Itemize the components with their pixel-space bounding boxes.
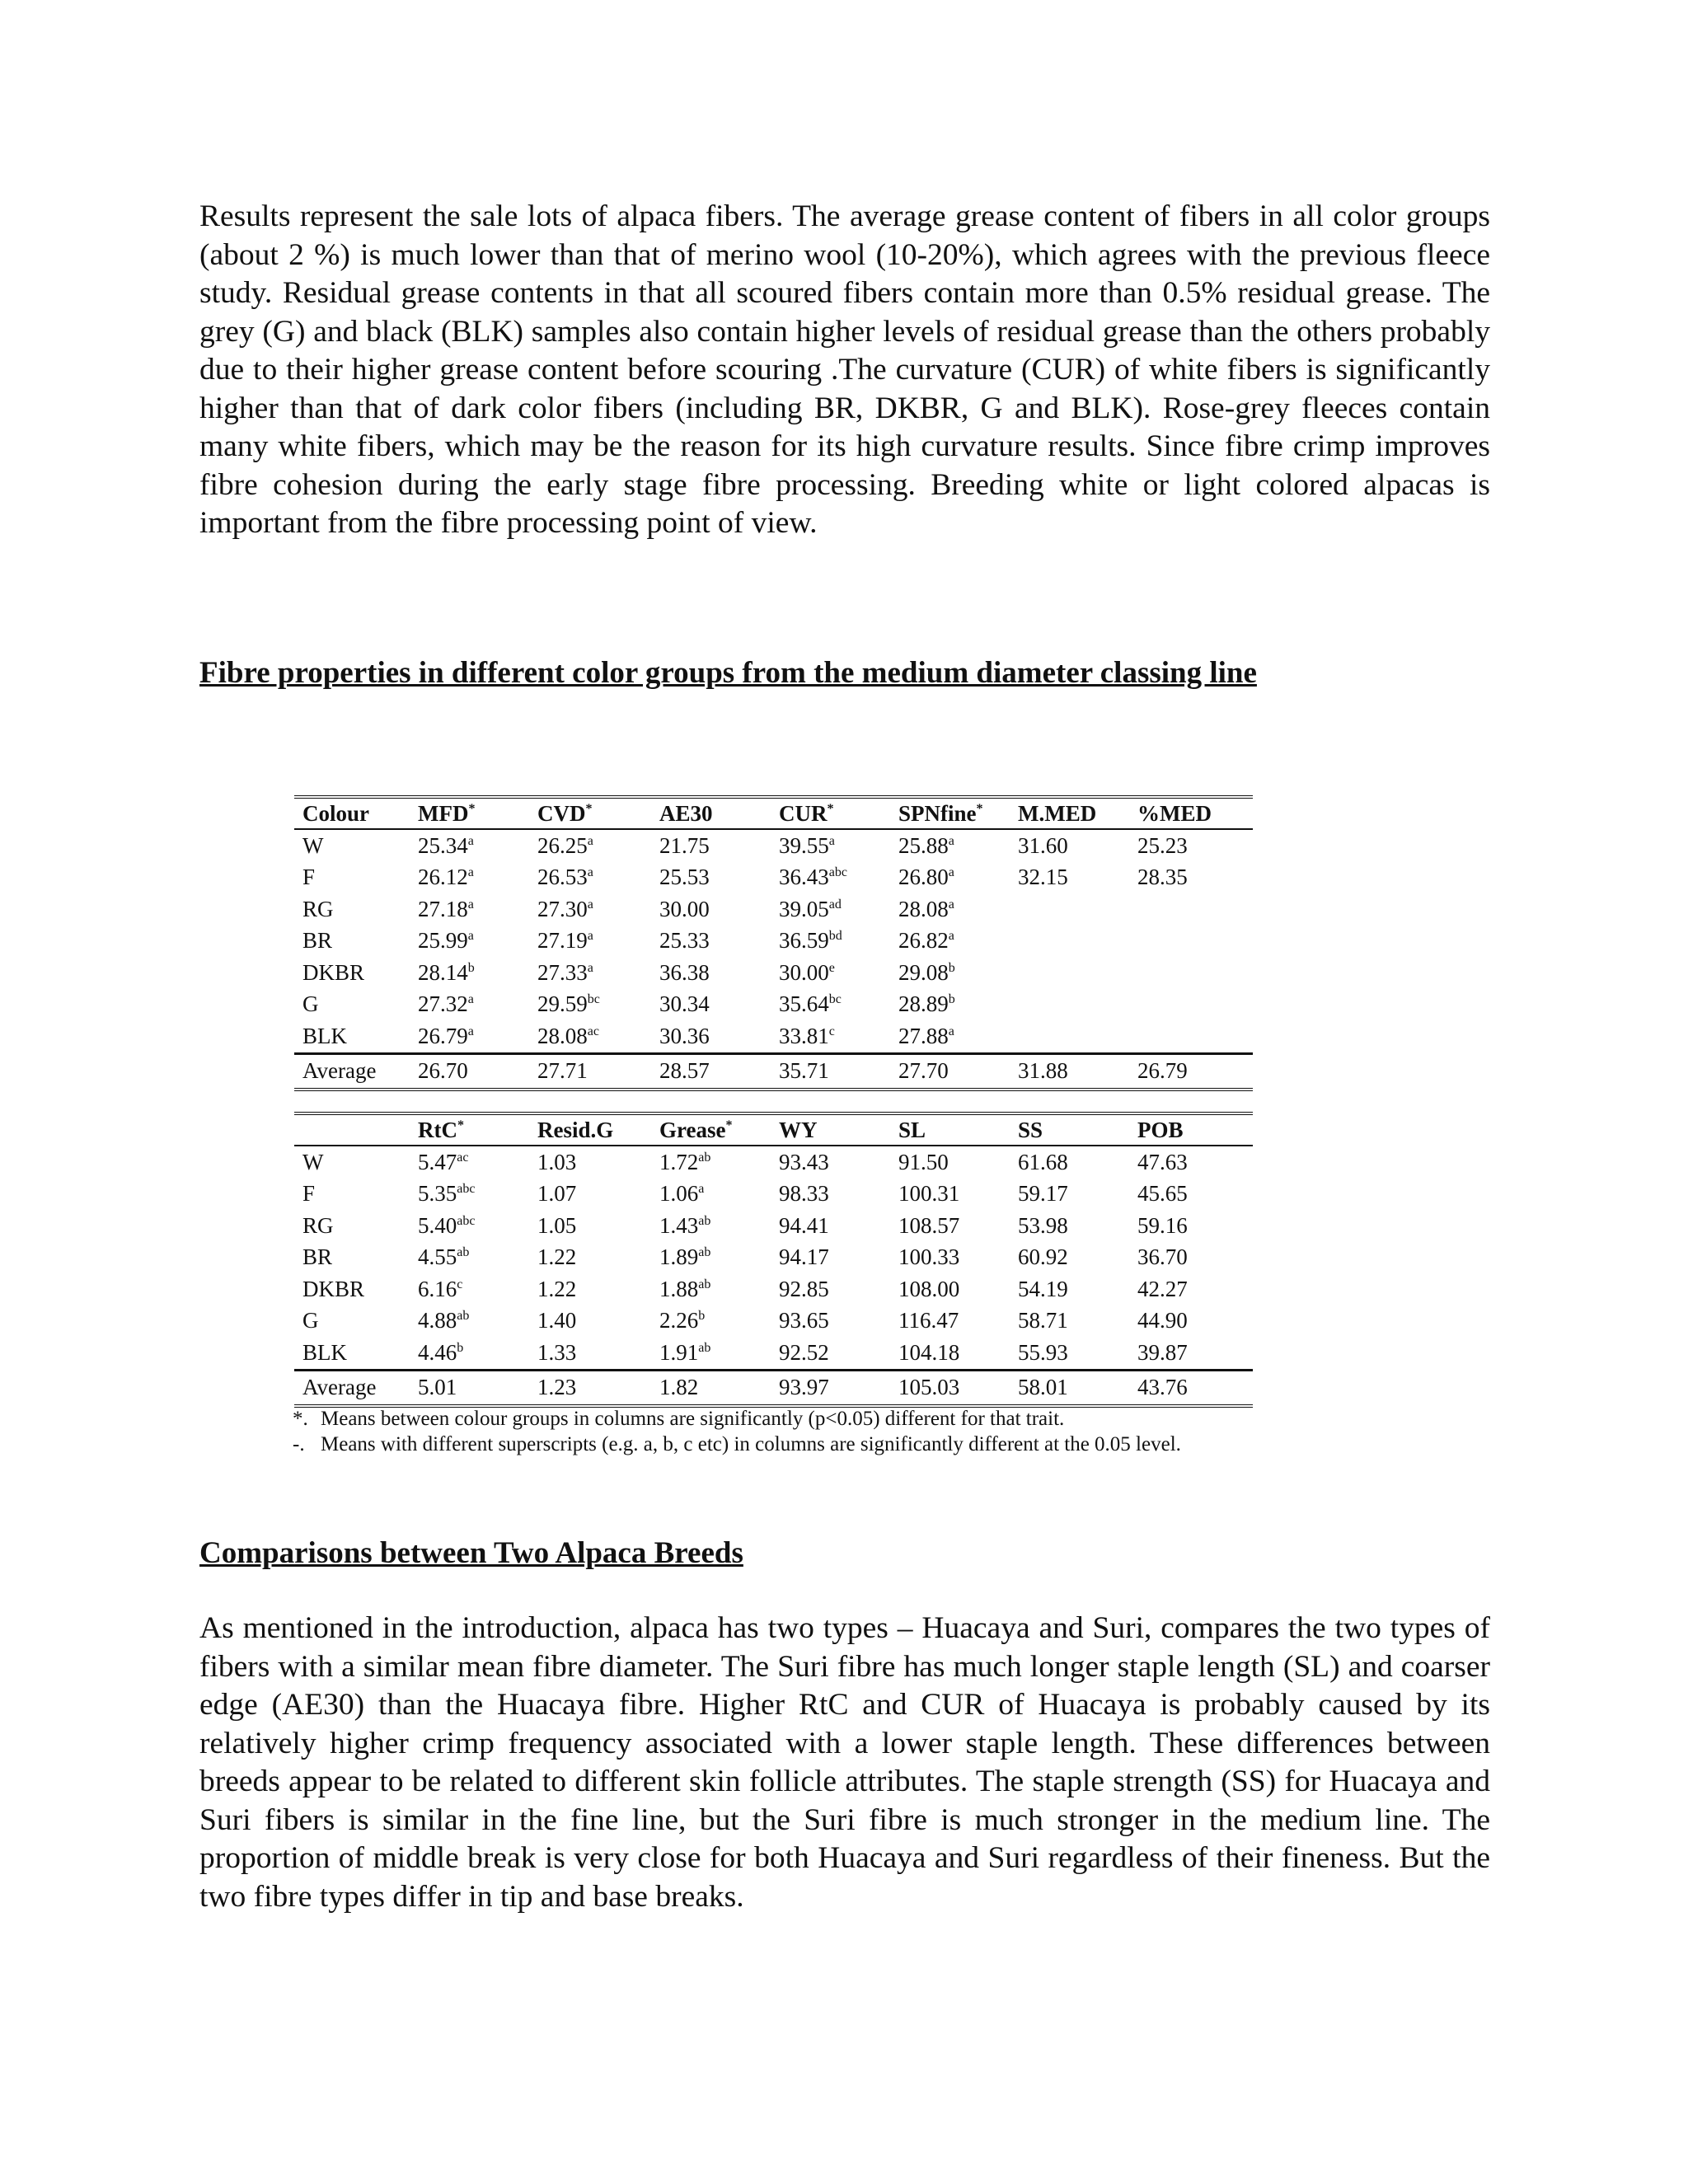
table-cell: 39.87 [1137, 1339, 1188, 1365]
average-cell: 28.57 [651, 1053, 771, 1090]
table-cell: 93.65 [779, 1308, 829, 1333]
table-cell [1129, 957, 1253, 989]
column-header: RtC* [410, 1113, 529, 1146]
table-cell: 27.88$^a$ [898, 1023, 954, 1048]
average-cell: 26.70 [410, 1053, 529, 1090]
table-cell: 27.18$^a$ [418, 896, 474, 921]
table-cell: 58.71 [1018, 1308, 1068, 1333]
average-cell: 5.01 [410, 1370, 529, 1406]
table-row [294, 893, 1253, 926]
table-row [294, 1146, 1253, 1179]
table-cell: 1.22 [537, 1244, 577, 1270]
table-cell: 45.65 [1137, 1181, 1188, 1207]
column-header: SPNfine* [890, 797, 1010, 829]
table-cell: 36.59$^{bd}$ [779, 928, 842, 954]
table-cell: 33.81$^c$ [779, 1023, 835, 1048]
average-label: Average [294, 1370, 410, 1406]
table-cell: 28.35 [1137, 865, 1188, 890]
row-label: BLK [302, 1023, 347, 1048]
table-cell: 1.88$^{ab}$ [659, 1276, 711, 1301]
average-cell: 27.70 [890, 1053, 1010, 1090]
table-cell: 26.79$^a$ [418, 1023, 474, 1048]
table-cell: 4.46$^b$ [418, 1339, 464, 1365]
table-cell: 54.19 [1018, 1276, 1068, 1301]
average-cell: 35.71 [771, 1053, 890, 1090]
table-row [294, 1305, 1253, 1338]
table-cell: 29.59$^{bc}$ [537, 991, 600, 1017]
column-header [294, 1113, 410, 1146]
table-row [294, 957, 1253, 989]
row-label: BLK [302, 1339, 347, 1365]
table-cell: 25.34$^a$ [418, 832, 474, 858]
table-cell: 29.08$^b$ [898, 959, 955, 985]
average-cell: 58.01 [1010, 1370, 1129, 1406]
table-cell: 27.32$^a$ [418, 991, 474, 1017]
table-cell: 36.43$^{abc}$ [779, 865, 847, 890]
table-cell [1129, 989, 1253, 1021]
table-cell: 30.00e [779, 959, 835, 985]
table-cell: 44.90 [1137, 1308, 1188, 1333]
table-cell: 26.25$^a$ [537, 832, 593, 858]
row-label: W [302, 832, 324, 858]
table-cell: 1.06$^a$ [659, 1181, 705, 1207]
table-cell: 104.18 [898, 1339, 960, 1365]
average-cell: 26.79 [1129, 1053, 1253, 1090]
table-header-row [294, 797, 1253, 829]
table-row [294, 1242, 1253, 1274]
footnote [293, 1432, 1257, 1457]
row-label: DKBR [302, 1276, 365, 1301]
table-cell [1010, 957, 1129, 989]
column-header: SL [890, 1113, 1010, 1146]
table-row [294, 1273, 1253, 1305]
table-cell: 32.15 [1018, 865, 1068, 890]
average-cell: 1.82 [651, 1370, 771, 1406]
table-cell [1129, 926, 1253, 958]
table-cell: 27.33$^a$ [537, 959, 593, 985]
table-header-row [294, 1113, 1253, 1146]
table-cell: 5.35$^{abc}$ [418, 1181, 476, 1207]
table-cell: 116.47 [898, 1308, 959, 1333]
table-cell: 1.05 [537, 1212, 577, 1238]
table-cell: 1.72$^{ab}$ [659, 1149, 711, 1174]
table-cell: 108.00 [898, 1276, 960, 1301]
table-cell [1010, 893, 1129, 926]
column-header: CVD* [529, 797, 651, 829]
table-cell: 27.19$^a$ [537, 928, 593, 954]
table-cell: 92.85 [779, 1276, 829, 1301]
column-header: Colour [294, 797, 410, 829]
table-cell: 1.03 [537, 1149, 577, 1174]
column-header: Resid.G [529, 1113, 651, 1146]
table-cell: 25.33 [659, 928, 710, 954]
table-cell: 30.34 [659, 991, 710, 1017]
table-cell: 1.22 [537, 1276, 577, 1301]
row-label: F [302, 1181, 316, 1207]
row-label: G [302, 991, 319, 1017]
row-label: W [302, 1149, 324, 1174]
table-cell [1010, 926, 1129, 958]
table-cell [1010, 1020, 1129, 1053]
table-cell: 42.27 [1137, 1276, 1188, 1301]
table-cell: 26.53$^a$ [537, 865, 593, 890]
table-cell: 6.16$^c$ [418, 1276, 463, 1301]
table-cell: 39.05$^{ad}$ [779, 896, 842, 921]
table-cell: 92.52 [779, 1339, 829, 1365]
table-row [294, 1020, 1253, 1053]
column-header: WY [771, 1113, 890, 1146]
row-label: BR [302, 928, 333, 954]
table-cell: 94.41 [779, 1212, 829, 1238]
comparison-paragraph: As mentioned in the introduction, alpaca has two types – Huacaya and Suri, compares the two types of fibers with a similar mean fibre diameter. The Suri fibre has much longer staple length (SL) and coarser edge (AE30) than the Huacaya fibre. Higher RtC and CUR of Huacaya is probably caused by its relatively higher crimp frequency associated with a lower staple length. These differences between breeds appear to be related to different skin follicle attributes. The staple strength (SS) for Huacaya and Suri fibers is similar in the fine line, but the Suri fibre is much stronger in the medium line. The proportion of middle break is very close for both Huacaya and Suri regardless of their fineness. But the two fibre types differ in tip and base breaks. [199, 1611, 1490, 1914]
table-cell: 28.14$^b$ [418, 959, 475, 985]
footnote-mark: -. [293, 1433, 305, 1455]
column-header: M.MED [1010, 797, 1129, 829]
column-header: POB [1129, 1113, 1253, 1146]
table-cell: 4.88$^{ab}$ [418, 1308, 470, 1333]
table-average-row [294, 1370, 1253, 1406]
intro-paragraph: Results represent the sale lots of alpaca fibers. The average grease content of fibers in all color groups (about 2 %) is much lower than that of merino wool (10-20%), which agrees with the previous fleece study. Residual grease contents in that all scoured fibers contain more than 0.5% residual grease. The grey (G) and black (BLK) samples also contain higher levels of residual grease than the others probably due to their higher grease content before scouring .The curvature (CUR) of white fibers is significantly higher than that of dark color fibers (including BR, DKBR, G and BLK). Rose-grey fleeces contain many white fibers, which may be the reason for its high curvature results. Since fibre crimp improves fibre cohesion during the early stage fibre processing. Breeding white or light colored alpacas is important from the fibre processing point of view. [199, 199, 1490, 540]
footnote [293, 1406, 1257, 1432]
footnote-mark: *. [293, 1408, 308, 1430]
section-heading-fibre-properties: Fibre properties in different color groups from the medium diameter classing line [199, 656, 1257, 690]
table-cell: 31.60 [1018, 832, 1068, 858]
table-cell: 2.26$^b$ [659, 1308, 706, 1333]
column-header: %MED [1129, 797, 1253, 829]
fibre-properties-table-2 [294, 1112, 1253, 1408]
table-cell: 1.91$^{ab}$ [659, 1339, 711, 1365]
table-cell: 36.38 [659, 959, 710, 985]
table-cell: 27.30$^a$ [537, 896, 593, 921]
row-label: BR [302, 1244, 333, 1270]
footnote-text: Means with different superscripts (e.g. a, b, c etc) in columns are significantly different at the 0.05 level. [321, 1433, 1181, 1455]
table-cell: 26.12$^a$ [418, 865, 474, 890]
table-cell: 25.23 [1137, 832, 1188, 858]
table-cell: 26.82$^a$ [898, 928, 954, 954]
table-cell: 55.93 [1018, 1339, 1068, 1365]
table-cell: 108.57 [898, 1212, 960, 1238]
column-header: SS [1010, 1113, 1129, 1146]
column-header: Grease* [651, 1113, 771, 1146]
row-label: G [302, 1308, 319, 1333]
footnote-text: Means between colour groups in columns are significantly (p<0.05) different for that trait. [321, 1408, 1065, 1430]
row-label: RG [302, 896, 334, 921]
table-cell: 5.47$^{ac}$ [418, 1149, 469, 1174]
table-cell [1129, 893, 1253, 926]
table-cell: 28.89$^b$ [898, 991, 955, 1017]
average-cell: 43.76 [1129, 1370, 1253, 1406]
table-cell: 21.75 [659, 832, 710, 858]
table-cell: 91.50 [898, 1149, 949, 1174]
table-cell: 1.40 [537, 1308, 577, 1333]
row-label: F [302, 865, 316, 890]
column-header: CUR* [771, 797, 890, 829]
table-row [294, 1179, 1253, 1211]
table-row [294, 926, 1253, 958]
table-row [294, 1210, 1253, 1242]
table-row [294, 862, 1253, 894]
table-cell: 100.33 [898, 1244, 960, 1270]
table-cell: 28.08$^{ac}$ [537, 1023, 599, 1048]
table-footnotes [293, 1406, 1257, 1457]
table-cell: 94.17 [779, 1244, 829, 1270]
average-cell: 105.03 [890, 1370, 1010, 1406]
table-cell: 35.64$^{bc}$ [779, 991, 842, 1017]
table-cell: 39.55$^a$ [779, 832, 835, 858]
table-cell: 1.89$^{ab}$ [659, 1244, 711, 1270]
table-cell: 5.40$^{abc}$ [418, 1212, 476, 1238]
table-cell: 1.43$^{ab}$ [659, 1212, 711, 1238]
table-row [294, 989, 1253, 1021]
section-heading-comparisons: Comparisons between Two Alpaca Breeds [199, 1536, 743, 1570]
table-average-row [294, 1053, 1253, 1090]
table-row [294, 1337, 1253, 1370]
average-cell: 31.88 [1010, 1053, 1129, 1090]
table-cell: 59.17 [1018, 1181, 1068, 1207]
table-cell [1010, 989, 1129, 1021]
row-label: DKBR [302, 959, 365, 985]
table-cell: 25.88$^a$ [898, 832, 954, 858]
table-cell: 1.33 [537, 1339, 577, 1365]
table-cell: 93.43 [779, 1149, 829, 1174]
table-cell: 60.92 [1018, 1244, 1068, 1270]
table-cell: 28.08$^a$ [898, 896, 954, 921]
table-cell: 30.36 [659, 1023, 710, 1048]
average-label: Average [294, 1053, 410, 1090]
table-cell: 59.16 [1137, 1212, 1188, 1238]
table-cell: 61.68 [1018, 1149, 1068, 1174]
table-cell: 47.63 [1137, 1149, 1188, 1174]
table-cell: 4.55$^{ab}$ [418, 1244, 470, 1270]
table-cell: 26.80$^a$ [898, 865, 954, 890]
table-cell: 1.07 [537, 1181, 577, 1207]
fibre-properties-table-1 [294, 795, 1253, 1091]
column-header: MFD* [410, 797, 529, 829]
table-cell: 53.98 [1018, 1212, 1068, 1238]
average-cell: 1.23 [529, 1370, 651, 1406]
row-label: RG [302, 1212, 334, 1238]
table-cell [1129, 1020, 1253, 1053]
table-cell: 36.70 [1137, 1244, 1188, 1270]
table-cell: 100.31 [898, 1181, 960, 1207]
average-cell: 93.97 [771, 1370, 890, 1406]
table-cell: 25.99$^a$ [418, 928, 474, 954]
column-header: AE30 [651, 797, 771, 829]
average-cell: 27.71 [529, 1053, 651, 1090]
table-cell: 30.00 [659, 896, 710, 921]
table-cell: 25.53 [659, 865, 710, 890]
table-row [294, 829, 1253, 862]
table-cell: 98.33 [779, 1181, 829, 1207]
